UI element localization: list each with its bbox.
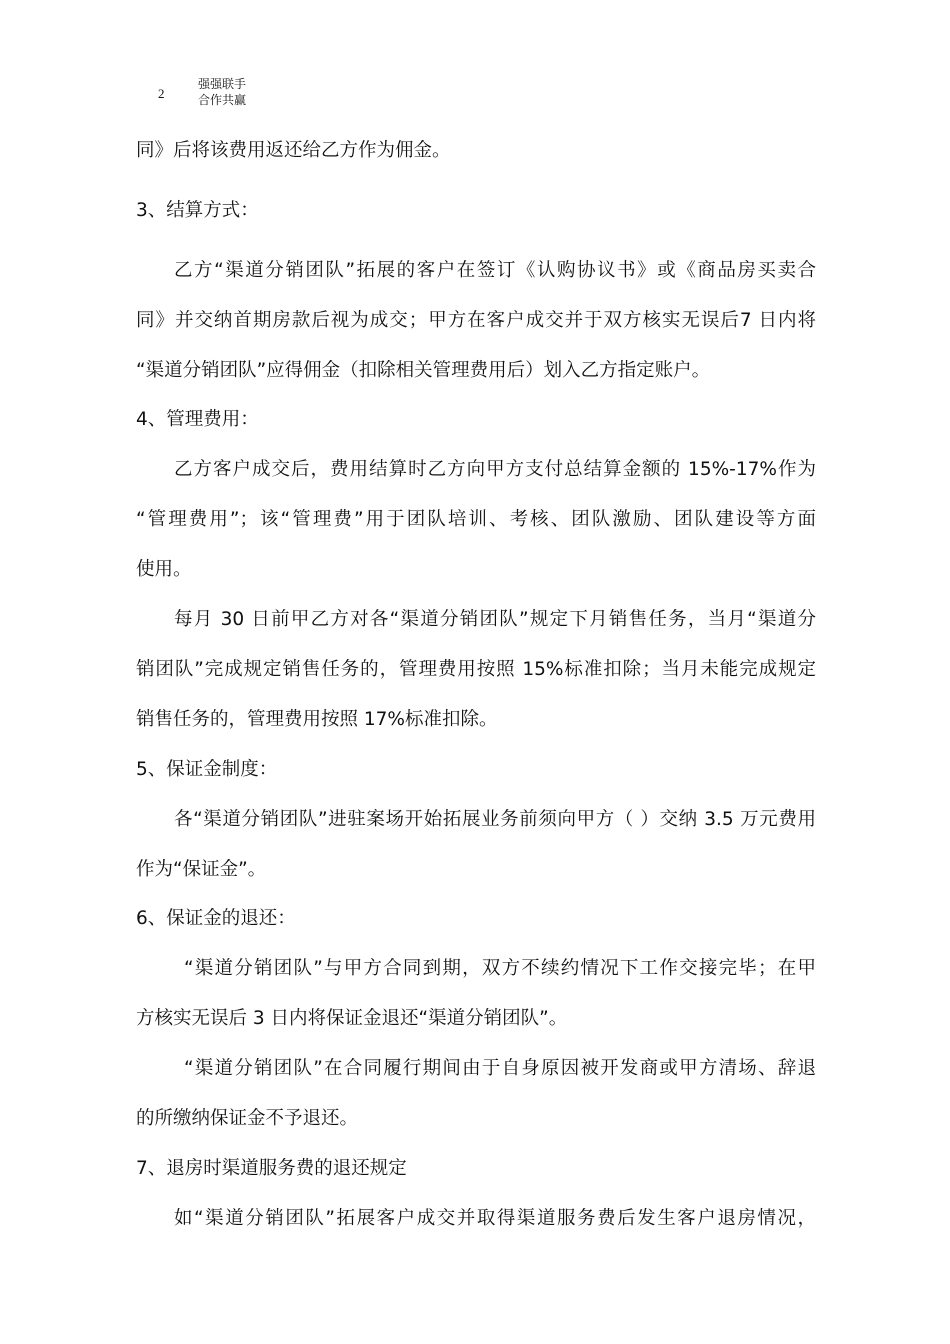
text-line: 销售任务的，管理费用按照 17%标准扣除。 bbox=[136, 709, 498, 730]
text-line: 作为“保证金”。 bbox=[136, 859, 267, 880]
text-line: 使用。 bbox=[136, 559, 192, 580]
section-heading: 5、保证金制度： bbox=[136, 759, 278, 780]
section-heading: 3、结算方式： bbox=[136, 200, 259, 221]
text-line: “渠道分销团队”与甲方合同到期，双方不续约情况下工作交接完毕；在甲 bbox=[184, 958, 816, 979]
text-line: 销团队”完成规定销售任务的，管理费用按照 15%标准扣除；当月未能完成规定 bbox=[136, 659, 816, 680]
text-line: 方核实无误后 3 日内将保证金退还“渠道分销团队”。 bbox=[136, 1008, 568, 1029]
text-line: 的所缴纳保证金不予退还。 bbox=[136, 1108, 359, 1129]
section-heading: 7、退房时渠道服务费的退还规定 bbox=[136, 1158, 407, 1179]
text-line: “管理费用”；该“管理费”用于团队培训、考核、团队激励、团队建设等方面 bbox=[136, 509, 816, 530]
motto-line-1: 强强联手 bbox=[198, 77, 247, 91]
text-line: 如“渠道分销团队”拓展客户成交并取得渠道服务费后发生客户退房情况， bbox=[174, 1208, 816, 1229]
text-line: 各“渠道分销团队”进驻案场开始拓展业务前须向甲方（ ）交纳 3.5 万元费用 bbox=[174, 809, 816, 830]
page-number: 2 bbox=[158, 86, 165, 101]
text-line: 同》并交纳首期房款后视为成交；甲方在客户成交并于双方核实无误后7 日内将 bbox=[136, 310, 816, 331]
section-heading: 4、管理费用： bbox=[136, 409, 259, 430]
motto-line-2: 合作共赢 bbox=[198, 93, 247, 107]
section-heading: 6、保证金的退还： bbox=[136, 908, 296, 929]
header-motto bbox=[198, 76, 246, 108]
text-line: 同》后将该费用返还给乙方作为佣金。 bbox=[136, 140, 451, 161]
text-line: 每月 30 日前甲乙方对各“渠道分销团队”规定下月销售任务，当月“渠道分 bbox=[174, 609, 816, 630]
text-line: “渠道分销团队”应得佣金（扣除相关管理费用后）划入乙方指定账户。 bbox=[136, 360, 711, 381]
text-line: “渠道分销团队”在合同履行期间由于自身原因被开发商或甲方清场、辞退 bbox=[184, 1058, 816, 1079]
text-line: 乙方“渠道分销团队”拓展的客户在签订《认购协议书》或《商品房买卖合 bbox=[174, 260, 816, 281]
text-line: 乙方客户成交后，费用结算时乙方向甲方支付总结算金额的 15%-17%作为 bbox=[174, 459, 816, 480]
